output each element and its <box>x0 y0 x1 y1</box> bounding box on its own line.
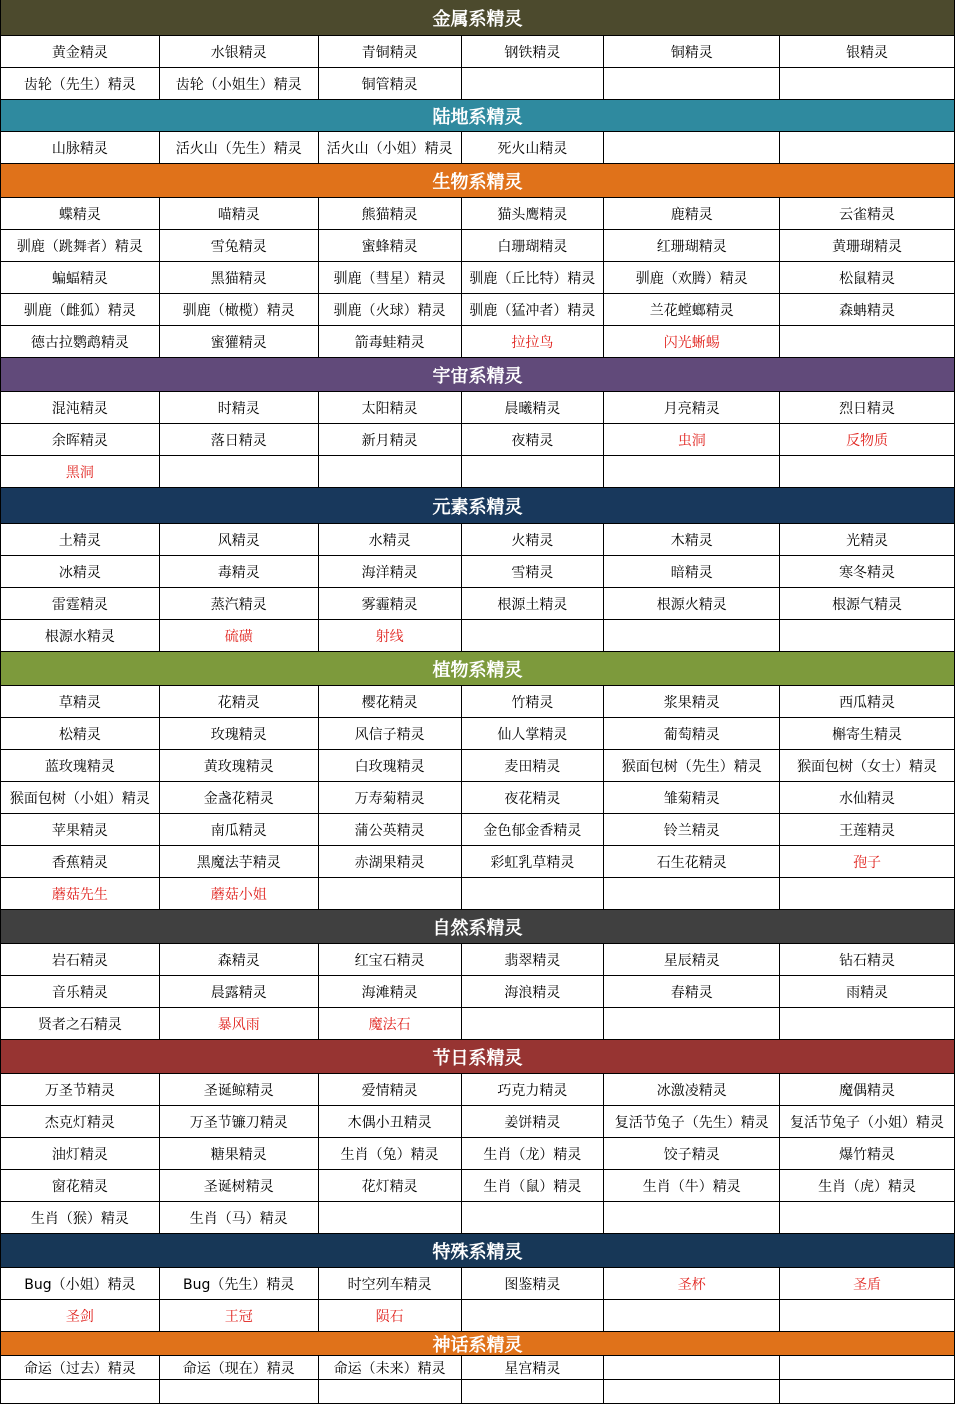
empty-cell <box>780 1008 955 1039</box>
table-row <box>1 814 955 846</box>
table-cell: 生肖（龙）精灵 <box>462 1138 605 1169</box>
table-cell: 木精灵 <box>604 524 780 555</box>
empty-cell <box>604 620 780 651</box>
section-header: 特殊系精灵 <box>1 1234 955 1268</box>
section-header: 自然系精灵 <box>1 910 955 944</box>
empty-cell <box>319 456 462 487</box>
table-cell: Bug（先生）精灵 <box>160 1268 319 1299</box>
table-cell: 太阳精灵 <box>319 392 462 423</box>
table-cell: 万圣节镰刀精灵 <box>160 1106 319 1137</box>
table-row <box>1 878 955 910</box>
table-cell: 暗精灵 <box>604 556 780 587</box>
table-cell: 木偶小丑精灵 <box>319 1106 462 1137</box>
empty-cell <box>604 1202 780 1233</box>
table-cell: 万寿菊精灵 <box>319 782 462 813</box>
table-cell: 钢铁精灵 <box>462 36 605 67</box>
empty-cell <box>604 1300 780 1331</box>
table-cell: 反物质 <box>780 424 955 455</box>
empty-cell <box>319 1380 462 1403</box>
table-cell: 西瓜精灵 <box>780 686 955 717</box>
empty-cell <box>604 1356 780 1379</box>
table-row <box>1 230 955 262</box>
table-cell: 铃兰精灵 <box>604 814 780 845</box>
empty-cell <box>462 1202 605 1233</box>
table-cell: 音乐精灵 <box>1 976 160 1007</box>
table-cell: 驯鹿（火球）精灵 <box>319 294 462 325</box>
table-cell: 赤湖果精灵 <box>319 846 462 877</box>
table-cell: 冰精灵 <box>1 556 160 587</box>
table-cell: 魔偶精灵 <box>780 1074 955 1105</box>
table-cell: 射线 <box>319 620 462 651</box>
table-cell: 根源水精灵 <box>1 620 160 651</box>
table-cell: 石生花精灵 <box>604 846 780 877</box>
table-cell: 驯鹿（猛冲者）精灵 <box>462 294 605 325</box>
table-cell: 冰激凌精灵 <box>604 1074 780 1105</box>
table-cell: 时精灵 <box>160 392 319 423</box>
table-cell: 圣剑 <box>1 1300 160 1331</box>
table-cell: 蝙蝠精灵 <box>1 262 160 293</box>
table-row <box>1 1356 955 1380</box>
table-cell: 星辰精灵 <box>604 944 780 975</box>
table-cell: 银精灵 <box>780 36 955 67</box>
table-row <box>1 1138 955 1170</box>
table-cell: 铜管精灵 <box>319 68 462 99</box>
table-row <box>1 68 955 100</box>
empty-cell <box>780 68 955 99</box>
table-cell: 海滩精灵 <box>319 976 462 1007</box>
table-cell: 圣杯 <box>604 1268 780 1299</box>
table-cell: 落日精灵 <box>160 424 319 455</box>
table-cell: 槲寄生精灵 <box>780 718 955 749</box>
table-cell: 月亮精灵 <box>604 392 780 423</box>
table-row <box>1 132 955 164</box>
table-cell: 猫头鹰精灵 <box>462 198 605 229</box>
table-cell: 水精灵 <box>319 524 462 555</box>
table-cell: 死火山精灵 <box>462 132 605 163</box>
section-header: 节日系精灵 <box>1 1040 955 1074</box>
table-row <box>1 1170 955 1202</box>
table-cell: 猴面包树（先生）精灵 <box>604 750 780 781</box>
table-row <box>1 424 955 456</box>
table-cell: 复活节兔子（先生）精灵 <box>604 1106 780 1137</box>
table-cell: 麦田精灵 <box>462 750 605 781</box>
table-cell: 命运（过去）精灵 <box>1 1356 160 1379</box>
table-cell: 晨曦精灵 <box>462 392 605 423</box>
table-row <box>1 556 955 588</box>
table-cell: 苹果精灵 <box>1 814 160 845</box>
table-cell: 白珊瑚精灵 <box>462 230 605 261</box>
table-cell: 蘑菇小姐 <box>160 878 319 909</box>
table-cell: 爆竹精灵 <box>780 1138 955 1169</box>
table-cell: 新月精灵 <box>319 424 462 455</box>
empty-cell <box>462 620 605 651</box>
table-cell: 蒸汽精灵 <box>160 588 319 619</box>
table-row <box>1 1106 955 1138</box>
table-cell: 万圣节精灵 <box>1 1074 160 1105</box>
empty-cell <box>160 1380 319 1403</box>
table-cell: 金盏花精灵 <box>160 782 319 813</box>
table-cell: 白玫瑰精灵 <box>319 750 462 781</box>
table-cell: 夜精灵 <box>462 424 605 455</box>
table-cell: 驯鹿（雌狐）精灵 <box>1 294 160 325</box>
empty-cell <box>780 326 955 357</box>
empty-cell <box>780 456 955 487</box>
table-cell: 鹿精灵 <box>604 198 780 229</box>
table-cell: 生肖（马）精灵 <box>160 1202 319 1233</box>
table-cell: 驯鹿（彗星）精灵 <box>319 262 462 293</box>
table-row <box>1 1380 955 1404</box>
table-cell: 火精灵 <box>462 524 605 555</box>
section-header: 元素系精灵 <box>1 488 955 524</box>
table-cell: 雾霾精灵 <box>319 588 462 619</box>
table-cell: 海洋精灵 <box>319 556 462 587</box>
table-cell: 黄玫瑰精灵 <box>160 750 319 781</box>
table-row <box>1 1008 955 1040</box>
table-cell: 夜花精灵 <box>462 782 605 813</box>
table-cell: 杰克灯精灵 <box>1 1106 160 1137</box>
table-row <box>1 1268 955 1300</box>
table-cell: 巧克力精灵 <box>462 1074 605 1105</box>
table-cell: 光精灵 <box>780 524 955 555</box>
table-cell: 硫磺 <box>160 620 319 651</box>
table-cell: 陨石 <box>319 1300 462 1331</box>
table-cell: 图鉴精灵 <box>462 1268 605 1299</box>
empty-cell <box>604 1380 780 1403</box>
table-cell: 松鼠精灵 <box>780 262 955 293</box>
empty-cell <box>319 1202 462 1233</box>
table-row <box>1 524 955 556</box>
empty-cell <box>780 1380 955 1403</box>
section-header: 陆地系精灵 <box>1 100 955 132</box>
table-row <box>1 198 955 230</box>
table-cell: 余晖精灵 <box>1 424 160 455</box>
table-cell: 蓝玫瑰精灵 <box>1 750 160 781</box>
table-cell: 岩石精灵 <box>1 944 160 975</box>
table-cell: 蘑菇先生 <box>1 878 160 909</box>
empty-cell <box>462 878 605 909</box>
table-row <box>1 782 955 814</box>
empty-cell <box>604 1008 780 1039</box>
table-cell: 虫洞 <box>604 424 780 455</box>
table-cell: 红珊瑚精灵 <box>604 230 780 261</box>
section-header: 宇宙系精灵 <box>1 358 955 392</box>
table-cell: 圣诞树精灵 <box>160 1170 319 1201</box>
table-cell: 生肖（鼠）精灵 <box>462 1170 605 1201</box>
table-cell: 春精灵 <box>604 976 780 1007</box>
table-cell: 猴面包树（小姐）精灵 <box>1 782 160 813</box>
table-row <box>1 262 955 294</box>
table-row <box>1 392 955 424</box>
table-cell: 兰花螳螂精灵 <box>604 294 780 325</box>
table-cell: 草精灵 <box>1 686 160 717</box>
empty-cell <box>319 878 462 909</box>
table-cell: 香蕉精灵 <box>1 846 160 877</box>
table-cell: 黄珊瑚精灵 <box>780 230 955 261</box>
empty-cell <box>604 132 780 163</box>
empty-cell <box>462 68 605 99</box>
table-cell: 蜜蜂精灵 <box>319 230 462 261</box>
table-cell: 时空列车精灵 <box>319 1268 462 1299</box>
section-header: 生物系精灵 <box>1 164 955 198</box>
table-row <box>1 686 955 718</box>
table-cell: 根源气精灵 <box>780 588 955 619</box>
empty-cell <box>780 132 955 163</box>
table-cell: 玫瑰精灵 <box>160 718 319 749</box>
table-row <box>1 456 955 488</box>
table-cell: 根源火精灵 <box>604 588 780 619</box>
table-row <box>1 588 955 620</box>
table-cell: 熊猫精灵 <box>319 198 462 229</box>
table-row <box>1 718 955 750</box>
table-cell: 暴风雨 <box>160 1008 319 1039</box>
table-cell: 雨精灵 <box>780 976 955 1007</box>
table-cell: 风精灵 <box>160 524 319 555</box>
table-cell: 根源土精灵 <box>462 588 605 619</box>
table-cell: 葡萄精灵 <box>604 718 780 749</box>
table-cell: 翡翠精灵 <box>462 944 605 975</box>
table-cell: 油灯精灵 <box>1 1138 160 1169</box>
table-row <box>1 1074 955 1106</box>
table-row <box>1 1202 955 1234</box>
table-row <box>1 846 955 878</box>
table-cell: 命运（现在）精灵 <box>160 1356 319 1379</box>
table-cell: 糖果精灵 <box>160 1138 319 1169</box>
table-cell: 雪兔精灵 <box>160 230 319 261</box>
empty-cell <box>462 1008 605 1039</box>
empty-cell <box>780 1300 955 1331</box>
table-cell: 复活节兔子（小姐）精灵 <box>780 1106 955 1137</box>
table-cell: 生肖（兔）精灵 <box>319 1138 462 1169</box>
table-cell: 驯鹿（欢腾）精灵 <box>604 262 780 293</box>
table-cell: 竹精灵 <box>462 686 605 717</box>
table-cell: 箭毒蛙精灵 <box>319 326 462 357</box>
table-cell: 雏菊精灵 <box>604 782 780 813</box>
table-cell: 爱情精灵 <box>319 1074 462 1105</box>
table-cell: 齿轮（先生）精灵 <box>1 68 160 99</box>
table-cell: 孢子 <box>780 846 955 877</box>
table-cell: 黄金精灵 <box>1 36 160 67</box>
table-cell: 魔法石 <box>319 1008 462 1039</box>
table-cell: 铜精灵 <box>604 36 780 67</box>
table-cell: 金色郁金香精灵 <box>462 814 605 845</box>
empty-cell <box>604 68 780 99</box>
table-cell: 黑猫精灵 <box>160 262 319 293</box>
table-cell: 寒冬精灵 <box>780 556 955 587</box>
table-row <box>1 944 955 976</box>
table-cell: 仙人掌精灵 <box>462 718 605 749</box>
empty-cell <box>780 878 955 909</box>
table-cell: 钻石精灵 <box>780 944 955 975</box>
table-cell: 樱花精灵 <box>319 686 462 717</box>
table-cell: 闪光蜥蜴 <box>604 326 780 357</box>
table-cell: 森蚺精灵 <box>780 294 955 325</box>
table-cell: 森精灵 <box>160 944 319 975</box>
empty-cell <box>780 1202 955 1233</box>
table-cell: 德古拉鹦鹉精灵 <box>1 326 160 357</box>
table-cell: 窗花精灵 <box>1 1170 160 1201</box>
table-cell: 命运（未来）精灵 <box>319 1356 462 1379</box>
table-cell: 喵精灵 <box>160 198 319 229</box>
table-cell: 活火山（先生）精灵 <box>160 132 319 163</box>
table-cell: 齿轮（小姐生）精灵 <box>160 68 319 99</box>
empty-cell <box>1 1380 160 1403</box>
table-cell: 雷霆精灵 <box>1 588 160 619</box>
table-cell: 饺子精灵 <box>604 1138 780 1169</box>
table-cell: 生肖（牛）精灵 <box>604 1170 780 1201</box>
table-cell: 山脉精灵 <box>1 132 160 163</box>
table-cell: 雪精灵 <box>462 556 605 587</box>
table-row <box>1 976 955 1008</box>
table-cell: 风信子精灵 <box>319 718 462 749</box>
table-row <box>1 36 955 68</box>
table-cell: 王冠 <box>160 1300 319 1331</box>
table-cell: 南瓜精灵 <box>160 814 319 845</box>
table-cell: 蝶精灵 <box>1 198 160 229</box>
empty-cell <box>462 1300 605 1331</box>
empty-cell <box>780 620 955 651</box>
table-cell: 圣盾 <box>780 1268 955 1299</box>
table-cell: 海浪精灵 <box>462 976 605 1007</box>
table-cell: 水银精灵 <box>160 36 319 67</box>
table-cell: 土精灵 <box>1 524 160 555</box>
table-cell: 云雀精灵 <box>780 198 955 229</box>
section-header: 金属系精灵 <box>1 0 955 36</box>
table-cell: Bug（小姐）精灵 <box>1 1268 160 1299</box>
table-cell: 星宫精灵 <box>462 1356 605 1379</box>
table-cell: 活火山（小姐）精灵 <box>319 132 462 163</box>
table-cell: 红宝石精灵 <box>319 944 462 975</box>
table-cell: 花灯精灵 <box>319 1170 462 1201</box>
table-cell: 毒精灵 <box>160 556 319 587</box>
table-row <box>1 294 955 326</box>
table-cell: 松精灵 <box>1 718 160 749</box>
empty-cell <box>462 1380 605 1403</box>
empty-cell <box>160 456 319 487</box>
table-cell: 王莲精灵 <box>780 814 955 845</box>
table-cell: 彩虹乳草精灵 <box>462 846 605 877</box>
table-cell: 生肖（虎）精灵 <box>780 1170 955 1201</box>
table-cell: 拉拉鸟 <box>462 326 605 357</box>
table-row <box>1 1300 955 1332</box>
table-cell: 浆果精灵 <box>604 686 780 717</box>
table-cell: 混沌精灵 <box>1 392 160 423</box>
table-cell: 蜜獾精灵 <box>160 326 319 357</box>
table-row <box>1 750 955 782</box>
table-cell: 黑洞 <box>1 456 160 487</box>
table-cell: 蒲公英精灵 <box>319 814 462 845</box>
table-cell: 水仙精灵 <box>780 782 955 813</box>
table-row <box>1 326 955 358</box>
table-cell: 青铜精灵 <box>319 36 462 67</box>
table-cell: 烈日精灵 <box>780 392 955 423</box>
table-cell: 驯鹿（丘比特）精灵 <box>462 262 605 293</box>
empty-cell <box>462 456 605 487</box>
table-cell: 花精灵 <box>160 686 319 717</box>
table-cell: 贤者之石精灵 <box>1 1008 160 1039</box>
table-cell: 晨露精灵 <box>160 976 319 1007</box>
table-cell: 姜饼精灵 <box>462 1106 605 1137</box>
empty-cell <box>780 1356 955 1379</box>
table-cell: 驯鹿（橄榄）精灵 <box>160 294 319 325</box>
table-cell: 圣诞鲸精灵 <box>160 1074 319 1105</box>
table-cell: 驯鹿（跳舞者）精灵 <box>1 230 160 261</box>
table-row <box>1 620 955 652</box>
section-header: 神话系精灵 <box>1 1332 955 1356</box>
table-cell: 猴面包树（女士）精灵 <box>780 750 955 781</box>
section-header: 植物系精灵 <box>1 652 955 686</box>
table-cell: 生肖（猴）精灵 <box>1 1202 160 1233</box>
empty-cell <box>604 878 780 909</box>
empty-cell <box>604 456 780 487</box>
table-cell: 黑魔法芋精灵 <box>160 846 319 877</box>
